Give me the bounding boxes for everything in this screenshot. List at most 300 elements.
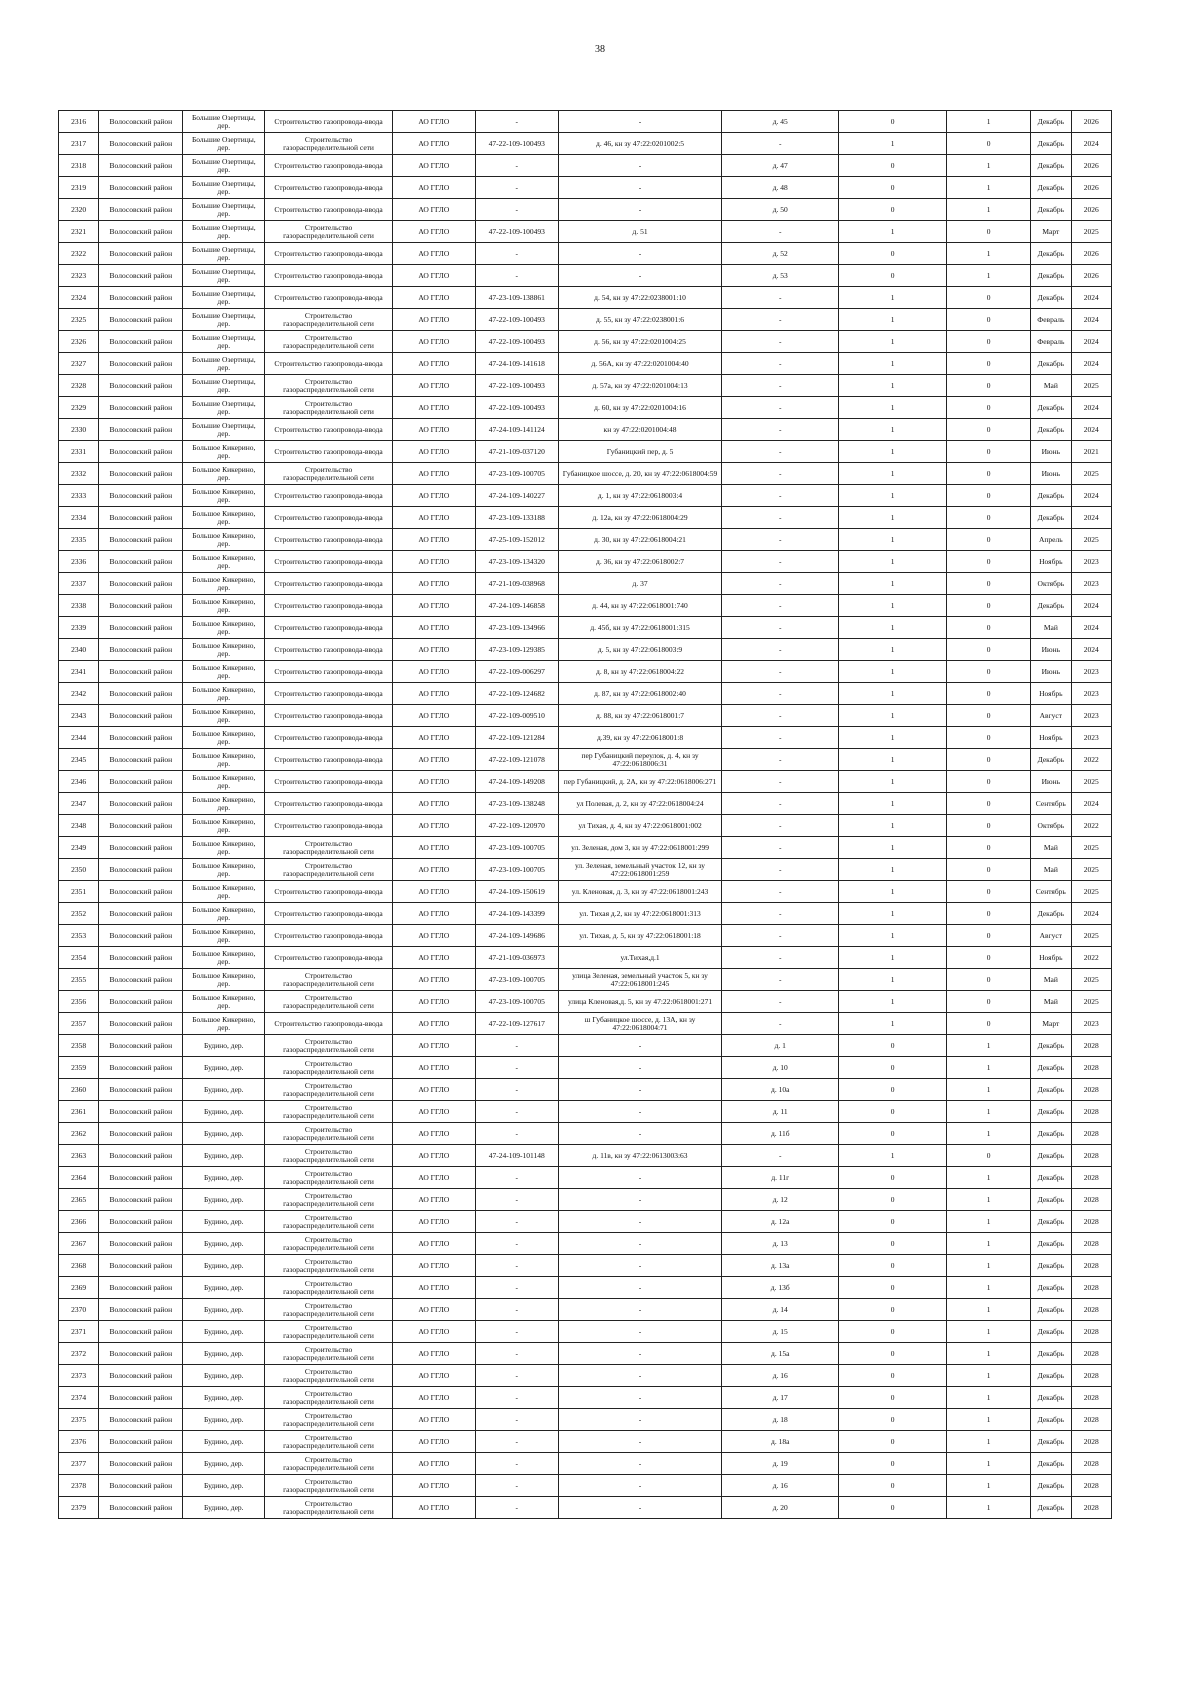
cell-contract-number: 47-21-109-036973 [475,947,558,969]
cell-count-planned: 1 [947,1387,1031,1409]
table-row [59,1013,1112,1035]
cell-contract-number: - [475,1079,558,1101]
cell-settlement: Большое Кикерино, дер. [183,705,265,727]
cell-contract-number: 47-23-109-134320 [475,551,558,573]
cell-count-contracted: 0 [839,1343,947,1365]
cell-address-planned: д. 50 [722,199,839,221]
cell-count-contracted: 1 [839,1013,947,1035]
cell-count-contracted: 1 [839,727,947,749]
cell-row-number: 2330 [59,419,99,441]
cell-contract-number: - [475,1431,558,1453]
cell-count-planned: 0 [947,1013,1031,1035]
table-row [59,661,1112,683]
cell-year: 2028 [1071,1409,1111,1431]
cell-operator: АО ГГЛО [392,1013,475,1035]
cell-address-planned: - [722,727,839,749]
cell-district: Волосовский район [99,1497,183,1519]
cell-operator: АО ГГЛО [392,1123,475,1145]
cell-address-with-contract: д. 36, кн зу 47:22:0618002:7 [558,551,722,573]
cell-settlement: Большие Озертицы, дер. [183,221,265,243]
cell-address-with-contract: д. 1, кн зу 47:22:0618003:4 [558,485,722,507]
cell-contract-number: 47-24-109-140227 [475,485,558,507]
cell-address-planned: д. 47 [722,155,839,177]
cell-month: Июнь [1031,771,1071,793]
cell-address-with-contract: ул.Тихая,д.1 [558,947,722,969]
cell-settlement: Большое Кикерино, дер. [183,859,265,881]
table-row [59,331,1112,353]
cell-district: Волосовский район [99,133,183,155]
cell-district: Волосовский район [99,1277,183,1299]
cell-district: Волосовский район [99,177,183,199]
cell-operator: АО ГГЛО [392,1321,475,1343]
table-row [59,595,1112,617]
cell-row-number: 2379 [59,1497,99,1519]
table-row [59,463,1112,485]
table-row [59,1497,1112,1519]
cell-settlement: Большое Кикерино, дер. [183,925,265,947]
cell-year: 2025 [1071,771,1111,793]
cell-count-contracted: 0 [839,1211,947,1233]
cell-count-contracted: 1 [839,991,947,1013]
cell-contract-number: - [475,1475,558,1497]
cell-operator: АО ГГЛО [392,485,475,507]
cell-work-type: Строительство газопровода-ввода [265,683,393,705]
cell-operator: АО ГГЛО [392,859,475,881]
cell-count-contracted: 1 [839,441,947,463]
cell-settlement: Большое Кикерино, дер. [183,1013,265,1035]
cell-address-with-contract: д. 54, кн зу 47:22:0238001:10 [558,287,722,309]
cell-address-with-contract: пер Губаницкий, д. 2А, кн зу 47:22:0618006:271 [558,771,722,793]
cell-address-planned: - [722,287,839,309]
cell-year: 2024 [1071,793,1111,815]
cell-row-number: 2344 [59,727,99,749]
cell-count-planned: 1 [947,1079,1031,1101]
cell-year: 2028 [1071,1365,1111,1387]
table-row [59,1079,1112,1101]
cell-month: Ноябрь [1031,727,1071,749]
cell-year: 2025 [1071,375,1111,397]
cell-month: Май [1031,991,1071,1013]
cell-district: Волосовский район [99,595,183,617]
cell-settlement: Будино, дер. [183,1497,265,1519]
cell-count-planned: 0 [947,397,1031,419]
cell-contract-number: - [475,155,558,177]
cell-operator: АО ГГЛО [392,991,475,1013]
cell-address-with-contract: д.39, кн зу 47:22:0618001:8 [558,727,722,749]
cell-count-contracted: 1 [839,793,947,815]
cell-district: Волосовский район [99,551,183,573]
cell-operator: АО ГГЛО [392,1057,475,1079]
cell-count-planned: 0 [947,419,1031,441]
cell-work-type: Строительство газопровода-ввода [265,419,393,441]
cell-count-planned: 0 [947,507,1031,529]
cell-work-type: Строительство газораспределительной сети [265,1409,393,1431]
cell-contract-number: 47-22-109-100493 [475,397,558,419]
cell-address-with-contract: - [558,199,722,221]
cell-address-planned: - [722,551,839,573]
cell-address-planned: д. 13а [722,1255,839,1277]
cell-year: 2028 [1071,1145,1111,1167]
cell-settlement: Большое Кикерино, дер. [183,683,265,705]
cell-address-planned: д. 15а [722,1343,839,1365]
cell-district: Волосовский район [99,485,183,507]
cell-month: Декабрь [1031,1035,1071,1057]
cell-address-planned: д. 11г [722,1167,839,1189]
cell-contract-number: - [475,1497,558,1519]
cell-year: 2025 [1071,991,1111,1013]
cell-settlement: Большие Озертицы, дер. [183,177,265,199]
cell-settlement: Большие Озертицы, дер. [183,133,265,155]
cell-month: Ноябрь [1031,683,1071,705]
cell-operator: АО ГГЛО [392,199,475,221]
cell-year: 2023 [1071,551,1111,573]
cell-count-planned: 0 [947,353,1031,375]
cell-work-type: Строительство газопровода-ввода [265,639,393,661]
cell-contract-number: - [475,1387,558,1409]
cell-settlement: Большие Озертицы, дер. [183,111,265,133]
cell-work-type: Строительство газораспределительной сети [265,331,393,353]
cell-address-planned: - [722,221,839,243]
cell-settlement: Будино, дер. [183,1409,265,1431]
cell-row-number: 2341 [59,661,99,683]
cell-row-number: 2365 [59,1189,99,1211]
cell-contract-number: 47-24-109-150619 [475,881,558,903]
cell-work-type: Строительство газораспределительной сети [265,1145,393,1167]
cell-contract-number: - [475,1277,558,1299]
cell-operator: АО ГГЛО [392,1497,475,1519]
table-row [59,1145,1112,1167]
cell-district: Волосовский район [99,573,183,595]
cell-month: Декабрь [1031,1453,1071,1475]
cell-count-planned: 0 [947,595,1031,617]
cell-work-type: Строительство газопровода-ввода [265,1013,393,1035]
cell-count-contracted: 1 [839,375,947,397]
cell-month: Октябрь [1031,815,1071,837]
cell-address-with-contract: д. 55, кн зу 47:22:0238001:6 [558,309,722,331]
cell-count-contracted: 1 [839,947,947,969]
cell-year: 2025 [1071,529,1111,551]
cell-district: Волосовский район [99,1475,183,1497]
cell-row-number: 2376 [59,1431,99,1453]
cell-contract-number: 47-24-109-143399 [475,903,558,925]
cell-count-contracted: 0 [839,199,947,221]
cell-month: Май [1031,617,1071,639]
cell-operator: АО ГГЛО [392,661,475,683]
cell-count-planned: 1 [947,1189,1031,1211]
table-row [59,991,1112,1013]
cell-contract-number: 47-24-109-141124 [475,419,558,441]
cell-year: 2024 [1071,397,1111,419]
cell-settlement: Большое Кикерино, дер. [183,881,265,903]
cell-address-with-contract: д. 60, кн зу 47:22:0201004:16 [558,397,722,419]
cell-row-number: 2362 [59,1123,99,1145]
cell-contract-number: 47-23-109-100705 [475,969,558,991]
cell-settlement: Большое Кикерино, дер. [183,947,265,969]
cell-work-type: Строительство газораспределительной сети [265,1277,393,1299]
cell-month: Декабрь [1031,1189,1071,1211]
gasification-table [58,110,1112,1519]
cell-contract-number: - [475,1189,558,1211]
table-row [59,1387,1112,1409]
cell-count-planned: 1 [947,1497,1031,1519]
cell-year: 2026 [1071,177,1111,199]
cell-row-number: 2325 [59,309,99,331]
cell-work-type: Строительство газопровода-ввода [265,771,393,793]
cell-count-planned: 1 [947,199,1031,221]
cell-district: Волосовский район [99,1387,183,1409]
cell-count-planned: 0 [947,969,1031,991]
cell-settlement: Будино, дер. [183,1255,265,1277]
table-row [59,969,1112,991]
table-row [59,353,1112,375]
cell-address-with-contract: Губаницкое шоссе, д. 20, кн зу 47:22:0618004:59 [558,463,722,485]
cell-address-with-contract: - [558,243,722,265]
cell-row-number: 2332 [59,463,99,485]
cell-district: Волосовский район [99,947,183,969]
cell-row-number: 2378 [59,1475,99,1497]
cell-operator: АО ГГЛО [392,111,475,133]
cell-year: 2021 [1071,441,1111,463]
cell-year: 2024 [1071,419,1111,441]
cell-address-planned: д. 53 [722,265,839,287]
cell-district: Волосовский район [99,683,183,705]
cell-address-planned: - [722,991,839,1013]
cell-count-planned: 0 [947,463,1031,485]
cell-month: Декабрь [1031,1255,1071,1277]
cell-settlement: Большие Озертицы, дер. [183,155,265,177]
cell-operator: АО ГГЛО [392,1233,475,1255]
cell-year: 2026 [1071,199,1111,221]
table-row [59,287,1112,309]
cell-address-planned: д. 12а [722,1211,839,1233]
cell-settlement: Большое Кикерино, дер. [183,595,265,617]
table-row [59,925,1112,947]
cell-count-contracted: 1 [839,353,947,375]
cell-operator: АО ГГЛО [392,1211,475,1233]
cell-year: 2028 [1071,1255,1111,1277]
cell-district: Волосовский район [99,441,183,463]
cell-address-with-contract: - [558,1079,722,1101]
table-row [59,1409,1112,1431]
cell-address-with-contract: - [558,1343,722,1365]
cell-address-with-contract: - [558,1409,722,1431]
cell-row-number: 2339 [59,617,99,639]
cell-count-planned: 1 [947,177,1031,199]
cell-contract-number: 47-22-109-121284 [475,727,558,749]
cell-count-contracted: 1 [839,859,947,881]
cell-address-with-contract: д. 8, кн зу 47:22:0618004:22 [558,661,722,683]
cell-row-number: 2367 [59,1233,99,1255]
cell-year: 2024 [1071,617,1111,639]
cell-row-number: 2320 [59,199,99,221]
cell-address-planned: - [722,815,839,837]
cell-row-number: 2321 [59,221,99,243]
cell-district: Волосовский район [99,309,183,331]
cell-settlement: Большое Кикерино, дер. [183,529,265,551]
cell-contract-number: - [475,177,558,199]
cell-work-type: Строительство газораспределительной сети [265,1387,393,1409]
cell-month: Декабрь [1031,155,1071,177]
cell-operator: АО ГГЛО [392,1101,475,1123]
cell-count-contracted: 1 [839,309,947,331]
cell-row-number: 2346 [59,771,99,793]
cell-count-contracted: 1 [839,1145,947,1167]
cell-count-planned: 0 [947,991,1031,1013]
cell-operator: АО ГГЛО [392,1189,475,1211]
cell-address-planned: - [722,881,839,903]
cell-contract-number: 47-24-109-149686 [475,925,558,947]
cell-address-with-contract: д. 45б, кн зу 47:22:0618001:315 [558,617,722,639]
table-row [59,265,1112,287]
cell-year: 2025 [1071,925,1111,947]
cell-district: Волосовский район [99,265,183,287]
cell-month: Декабрь [1031,243,1071,265]
cell-year: 2024 [1071,331,1111,353]
cell-work-type: Строительство газопровода-ввода [265,287,393,309]
cell-address-planned: д. 52 [722,243,839,265]
cell-settlement: Будино, дер. [183,1101,265,1123]
cell-count-planned: 1 [947,265,1031,287]
cell-row-number: 2327 [59,353,99,375]
cell-operator: АО ГГЛО [392,1145,475,1167]
cell-count-contracted: 1 [839,903,947,925]
table-row [59,683,1112,705]
cell-work-type: Строительство газопровода-ввода [265,573,393,595]
table-row [59,881,1112,903]
cell-contract-number: - [475,1123,558,1145]
cell-district: Волосовский район [99,529,183,551]
cell-contract-number: 47-22-109-006297 [475,661,558,683]
cell-district: Волосовский район [99,705,183,727]
cell-contract-number: 47-23-109-138248 [475,793,558,815]
cell-district: Волосовский район [99,793,183,815]
cell-month: Декабрь [1031,1211,1071,1233]
cell-address-with-contract: - [558,1211,722,1233]
cell-work-type: Строительство газораспределительной сети [265,1255,393,1277]
cell-contract-number: - [475,1233,558,1255]
cell-address-with-contract: - [558,1167,722,1189]
cell-district: Волосовский район [99,419,183,441]
cell-work-type: Строительство газопровода-ввода [265,661,393,683]
cell-count-planned: 0 [947,771,1031,793]
cell-row-number: 2371 [59,1321,99,1343]
cell-count-contracted: 0 [839,243,947,265]
cell-year: 2025 [1071,221,1111,243]
cell-month: Июнь [1031,463,1071,485]
cell-contract-number: 47-22-109-124682 [475,683,558,705]
cell-operator: АО ГГЛО [392,1277,475,1299]
cell-district: Волосовский район [99,639,183,661]
cell-contract-number: 47-23-109-133188 [475,507,558,529]
cell-settlement: Будино, дер. [183,1123,265,1145]
cell-address-with-contract: - [558,1299,722,1321]
cell-settlement: Большое Кикерино, дер. [183,639,265,661]
cell-month: Декабрь [1031,199,1071,221]
cell-count-planned: 0 [947,529,1031,551]
cell-count-planned: 0 [947,683,1031,705]
cell-address-with-contract: - [558,1101,722,1123]
cell-district: Волосовский район [99,1057,183,1079]
cell-work-type: Строительство газопровода-ввода [265,903,393,925]
cell-address-planned: - [722,353,839,375]
cell-address-with-contract: пер Губаницкий переулок, д. 4, кн зу 47:22:0618006:31 [558,749,722,771]
cell-month: Декабрь [1031,485,1071,507]
cell-year: 2024 [1071,485,1111,507]
cell-count-planned: 0 [947,617,1031,639]
cell-row-number: 2372 [59,1343,99,1365]
cell-operator: АО ГГЛО [392,331,475,353]
cell-count-contracted: 1 [839,529,947,551]
cell-year: 2026 [1071,111,1111,133]
cell-work-type: Строительство газопровода-ввода [265,177,393,199]
cell-year: 2028 [1071,1321,1111,1343]
cell-year: 2025 [1071,859,1111,881]
cell-count-planned: 1 [947,1321,1031,1343]
cell-work-type: Строительство газораспределительной сети [265,221,393,243]
cell-operator: АО ГГЛО [392,573,475,595]
cell-address-with-contract: - [558,1189,722,1211]
cell-operator: АО ГГЛО [392,1453,475,1475]
cell-settlement: Большое Кикерино, дер. [183,551,265,573]
cell-address-planned: - [722,771,839,793]
cell-district: Волосовский район [99,375,183,397]
cell-work-type: Строительство газопровода-ввода [265,749,393,771]
cell-address-with-contract: д. 44, кн зу 47:22:0618001:740 [558,595,722,617]
cell-count-contracted: 1 [839,683,947,705]
cell-month: Декабрь [1031,1057,1071,1079]
cell-count-contracted: 1 [839,639,947,661]
cell-settlement: Большие Озертицы, дер. [183,397,265,419]
cell-settlement: Большое Кикерино, дер. [183,771,265,793]
cell-contract-number: 47-22-109-100493 [475,331,558,353]
cell-address-planned: - [722,485,839,507]
cell-contract-number: - [475,199,558,221]
cell-settlement: Большое Кикерино, дер. [183,991,265,1013]
cell-count-planned: 0 [947,1145,1031,1167]
cell-count-planned: 0 [947,815,1031,837]
cell-work-type: Строительство газораспределительной сети [265,1167,393,1189]
cell-contract-number: 47-23-109-100705 [475,991,558,1013]
cell-year: 2026 [1071,265,1111,287]
cell-district: Волосовский район [99,1101,183,1123]
cell-district: Волосовский район [99,1211,183,1233]
cell-month: Декабрь [1031,1167,1071,1189]
cell-row-number: 2373 [59,1365,99,1387]
cell-count-planned: 0 [947,727,1031,749]
cell-address-planned: - [722,947,839,969]
cell-work-type: Строительство газораспределительной сети [265,837,393,859]
cell-year: 2026 [1071,155,1111,177]
table-row [59,1321,1112,1343]
cell-work-type: Строительство газораспределительной сети [265,969,393,991]
cell-year: 2024 [1071,639,1111,661]
cell-address-with-contract: ул. Зеленая, дом 3, кн зу 47:22:0618001:299 [558,837,722,859]
cell-address-planned: - [722,837,839,859]
cell-year: 2028 [1071,1189,1111,1211]
cell-row-number: 2375 [59,1409,99,1431]
cell-work-type: Строительство газораспределительной сети [265,1365,393,1387]
cell-year: 2024 [1071,903,1111,925]
cell-address-planned: д. 18 [722,1409,839,1431]
cell-work-type: Строительство газораспределительной сети [265,1057,393,1079]
cell-year: 2025 [1071,837,1111,859]
cell-contract-number: - [475,1343,558,1365]
table-row [59,375,1112,397]
cell-district: Волосовский район [99,1233,183,1255]
cell-work-type: Строительство газопровода-ввода [265,617,393,639]
cell-address-with-contract: д. 12а, кн зу 47:22:0618004:29 [558,507,722,529]
cell-work-type: Строительство газопровода-ввода [265,595,393,617]
